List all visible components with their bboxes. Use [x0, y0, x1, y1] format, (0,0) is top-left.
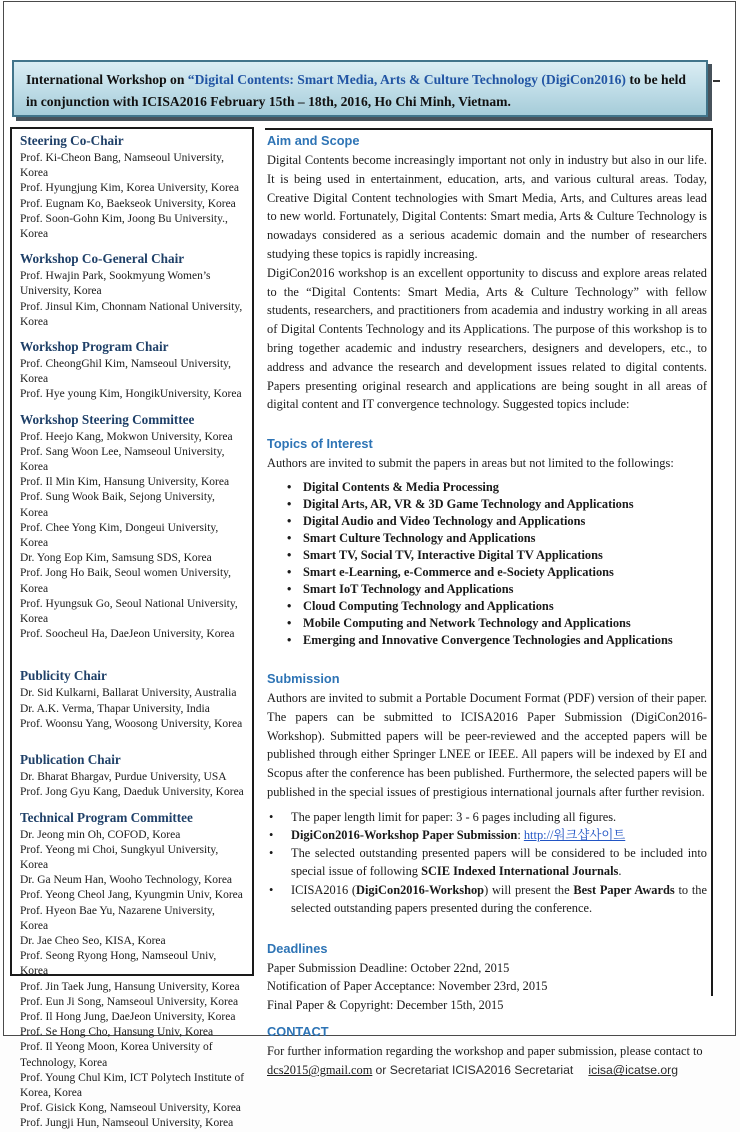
section-aim-and-scope: [267, 133, 707, 414]
committee-member: Prof. Jungji Hun, Namseoul University, Korea: [20, 1117, 234, 1130]
submission-bullet-text: The selected outstanding presented papers will be considered to be included into special issue of following: [291, 846, 707, 879]
committee-section-title: Workshop Program Chair: [20, 339, 169, 355]
submission-paragraph: Authors are invited to submit a Portable Document Format (PDF) version of their paper. The papers can be submitted to ICISA2016 Paper Submission (DigiCon2016-Workshop). Submitted papers will be peer-reviewed and the accepted papers will be published through either Springer LNEE or IEEE. All papers will be indexed by EI and Scopus after the conference has been published. Furthermore, the selected papers will be published in the special issues of prestigious international journals after further revision.: [267, 690, 707, 799]
aim-paragraph-2: DigiCon2016 workshop is an excellent opportunity to discuss and explore areas related to the “Digital Contents: Smart Media, Arts & Culture Technology” with fellow students, researchers, and practitioners from academia and industry working in all areas of Digital Contents Technology and its Applications. The purpose of this workshop is to bring together academic and industry researchers, designers and developers, etc., to address and advance the research and development issues related to digital contents. Papers presenting original research and applications are being sought in all areas of digital content and IT convergence technology. Suggested topics include:: [267, 265, 707, 412]
contact-text: [267, 1042, 707, 1080]
submission-bullet-text: The paper length limit for paper: 3 - 6 pages including all figures.: [291, 809, 617, 824]
committee-section-title: Workshop Co-General Chair: [20, 251, 185, 267]
committee-member: Prof. Il Yeong Moon, Korea University of Technology, Korea: [20, 1041, 213, 1069]
contact-heading: CONTACT: [267, 1024, 329, 1040]
committee-member: Prof. Young Chul Kim, ICT Polytech Institute of Korea, Korea: [20, 1071, 245, 1099]
committee-member: Prof. Jin Taek Jung, Hansung University, Korea: [20, 980, 240, 993]
committee-member: Prof. Sung Wook Baik, Sejong University, Korea: [20, 491, 215, 519]
topic-bullet: • Emerging and Innovative Convergence Technologies and Applications: [267, 632, 707, 649]
main-column-right-rule: [711, 128, 713, 996]
committee-member: Prof. Hyungjung Kim, Korea University, Korea: [20, 182, 239, 195]
submission-bullet-text: DigiCon2016-Workshop: [356, 882, 485, 897]
deadline-line: Paper Submission Deadline: October 22nd, 2015: [267, 960, 510, 975]
topic-bullet: • Digital Audio and Video Technology and Applications: [267, 513, 707, 530]
submission-bullet-text: to the selected outstanding papers presented during the conference.: [291, 882, 707, 915]
aim-paragraph-1: Digital Contents become increasingly important not only in industry but also in our life. It is being used in entertainment, education, arts, and various cultural areas. Today, Creative Digital Content technologies with Smart Media, Arts, and Cultures areas lead to new world. Fortunately, Digital Contents: Smart media, Arts & Culture Technology is nowadays considered as a serious academic domain and the number of researchers studying these topics is rapidly increasing.: [267, 153, 707, 261]
submission-bullet: [267, 844, 707, 880]
committee-member: Dr. Jeong min Oh, COFOD, Korea: [20, 828, 181, 841]
submission-bullet-text: ) will present the: [484, 882, 574, 897]
committee-member: Prof. Ki-Cheon Bang, Namseoul University, Korea: [20, 152, 224, 180]
deadlines-heading: Deadlines: [267, 940, 328, 956]
topic-bullet: • Digital Arts, AR, VR & 3D Game Technology and Applications: [267, 496, 707, 513]
topic-bullet: • Smart Culture Technology and Applications: [267, 530, 707, 547]
committee-member: Dr. A.K. Verma, Thapar University, India: [20, 702, 210, 715]
deadline-line: Notification of Paper Acceptance: November 23rd, 2015: [267, 979, 548, 994]
topics-intro: Authors are invited to submit the papers in areas but not limited to the followings:: [267, 456, 674, 471]
submission-list: [267, 808, 707, 917]
committee-member: Prof. Se Hong Cho, Hansung Univ, Korea: [20, 1026, 214, 1039]
committee-member: Dr. Sid Kulkarni, Ballarat University, Australia: [20, 687, 237, 700]
submission-bullet-text: SCIE Indexed International Journals: [421, 864, 619, 879]
main-column-top-rule: [265, 128, 712, 130]
contact-middle-text: or Secretariat ICISA2016 Secretariat: [375, 1063, 574, 1078]
topic-bullet: • Cloud Computing Technology and Applications: [267, 598, 707, 615]
committee-section-title: Workshop Steering Committee: [20, 411, 195, 427]
submission-bullet-text: .: [618, 864, 622, 879]
committee-member: Prof. Hyeon Bae Yu, Nazarene University, Korea: [20, 904, 215, 932]
committee-member: Prof. Gisick Kong, Namseoul University, Korea: [20, 1102, 241, 1115]
section-deadlines: [267, 941, 707, 1015]
topic-bullet: • Digital Contents & Media Processing: [267, 479, 707, 496]
banner-title-text: International Workshop on: [26, 72, 188, 87]
committee-member: Prof. Woonsu Yang, Woosong University, Korea: [20, 717, 243, 730]
committee-member: Prof. CheongGhil Kim, Namseoul University, Korea: [20, 358, 232, 386]
banner-title-text: to be held in conjunction with ICISA2016 February 15th – 18th, 2016, Ho Chi Minh, Vietnam.: [26, 72, 686, 110]
topics-list: [267, 479, 707, 649]
committee-section-title: Publicity Chair: [20, 668, 107, 684]
committee-member: Prof. Chee Yong Kim, Dongeui University, Korea: [20, 521, 219, 550]
submission-bullet: [267, 808, 707, 826]
committee-section-title: Publication Chair: [20, 752, 121, 768]
committee-sidebar: [10, 127, 254, 1130]
topic-bullet: • Mobile Computing and Network Technology and Applications: [267, 615, 707, 632]
deadline-lines: [267, 959, 707, 1015]
committee-member: Prof. Jinsul Kim, Chonnam National University, Korea: [20, 300, 243, 328]
committee-member: Prof. Eugnam Ko, Baekseok University, Korea: [20, 197, 236, 210]
committee-member: Prof. Jong Gyu Kang, Daeduk University, Korea: [20, 786, 244, 799]
contact-intro: For further information regarding the workshop and paper submission, please contact to: [267, 1044, 703, 1059]
committee-member: Prof. Hye young Kim, HongikUniversity, Korea: [20, 388, 242, 401]
committee-member: Dr. Bharat Bhargav, Purdue University, USA: [20, 771, 227, 784]
submission-bullet: [267, 826, 707, 844]
workshop-title-banner: [12, 60, 708, 117]
committee-section-title: Technical Program Committee: [20, 809, 193, 825]
aim-heading: Aim and Scope: [267, 133, 360, 148]
deadline-line: Final Paper & Copyright: December 15th, 2015: [267, 997, 504, 1012]
submission-bullet-text: DigiCon2016-Workshop Paper Submission: [291, 827, 518, 842]
committee-member: Prof. Yeong mi Choi, Sungkyul University, Korea: [20, 843, 219, 871]
section-contact: [267, 1024, 707, 1080]
committee-member: Prof. Soocheul Ha, DaeJeon University, Korea: [20, 628, 235, 641]
paper-submission-link[interactable]: http://워크샵사이트: [523, 827, 626, 842]
committee-member: Prof. Sang Woon Lee, Namseoul University, Korea: [20, 445, 225, 474]
secretariat-email-link[interactable]: icisa@icatse.org: [588, 1063, 678, 1078]
topic-bullet: • Smart IoT Technology and Applications: [267, 581, 707, 598]
section-submission: [267, 671, 707, 917]
main-content: [267, 133, 707, 1094]
section-topics-of-interest: [267, 436, 707, 649]
submission-bullet-text: Best Paper Awards: [573, 882, 675, 897]
topics-heading: Topics of Interest: [267, 436, 373, 452]
submission-bullet-text: :: [517, 827, 524, 842]
committee-member: Dr. Yong Eop Kim, Samsung SDS, Korea: [20, 552, 212, 565]
committee-member: Prof. Seong Ryong Hong, Namseoul Univ, Korea: [20, 950, 217, 978]
committee-member: Prof. Jong Ho Baik, Seoul women University, Korea: [20, 567, 232, 595]
submission-bullet: [267, 881, 707, 917]
committee-member: Prof. Hwajin Park, Sookmyung Women’s University, Korea: [20, 270, 211, 298]
topic-bullet: • Smart e-Learning, e-Commerce and e-Society Applications: [267, 564, 707, 581]
committee-member: Prof. Heejo Kang, Mokwon University, Korea: [20, 430, 233, 443]
topic-bullet: • Smart TV, Social TV, Interactive Digital TV Applications: [267, 547, 707, 564]
committee-member: Prof. Yeong Cheol Jang, Kyungmin Univ, Korea: [20, 889, 243, 902]
committee-member: Dr. Jae Cheo Seo, KISA, Korea: [20, 934, 166, 947]
banner-title-highlight: “Digital Contents: Smart Media, Arts & Culture Technology (DigiCon2016): [187, 72, 626, 87]
committee-member: Prof. Hyungsuk Go, Seoul National University, Korea: [20, 597, 238, 626]
committee-member: Prof. Eun Ji Song, Namseoul University, Korea: [20, 995, 239, 1008]
committee-member: Dr. Ga Neum Han, Wooho Technology, Korea: [20, 874, 233, 887]
submission-heading: Submission: [267, 670, 340, 686]
text-cursor-artifact: [713, 80, 720, 82]
committee-member: Prof. Il Hong Jung, DaeJeon University, Korea: [20, 1010, 236, 1023]
submission-bullet-text: ICISA2016 (: [291, 882, 357, 897]
committee-section-title: Steering Co-Chair: [20, 133, 124, 148]
committee-member: Prof. Soon-Gohn Kim, Joong Bu University., Korea: [20, 212, 228, 241]
committee-member: Prof. Il Min Kim, Hansung University, Korea: [20, 476, 230, 489]
contact-email-link[interactable]: dcs2015@gmail.com: [267, 1063, 373, 1078]
